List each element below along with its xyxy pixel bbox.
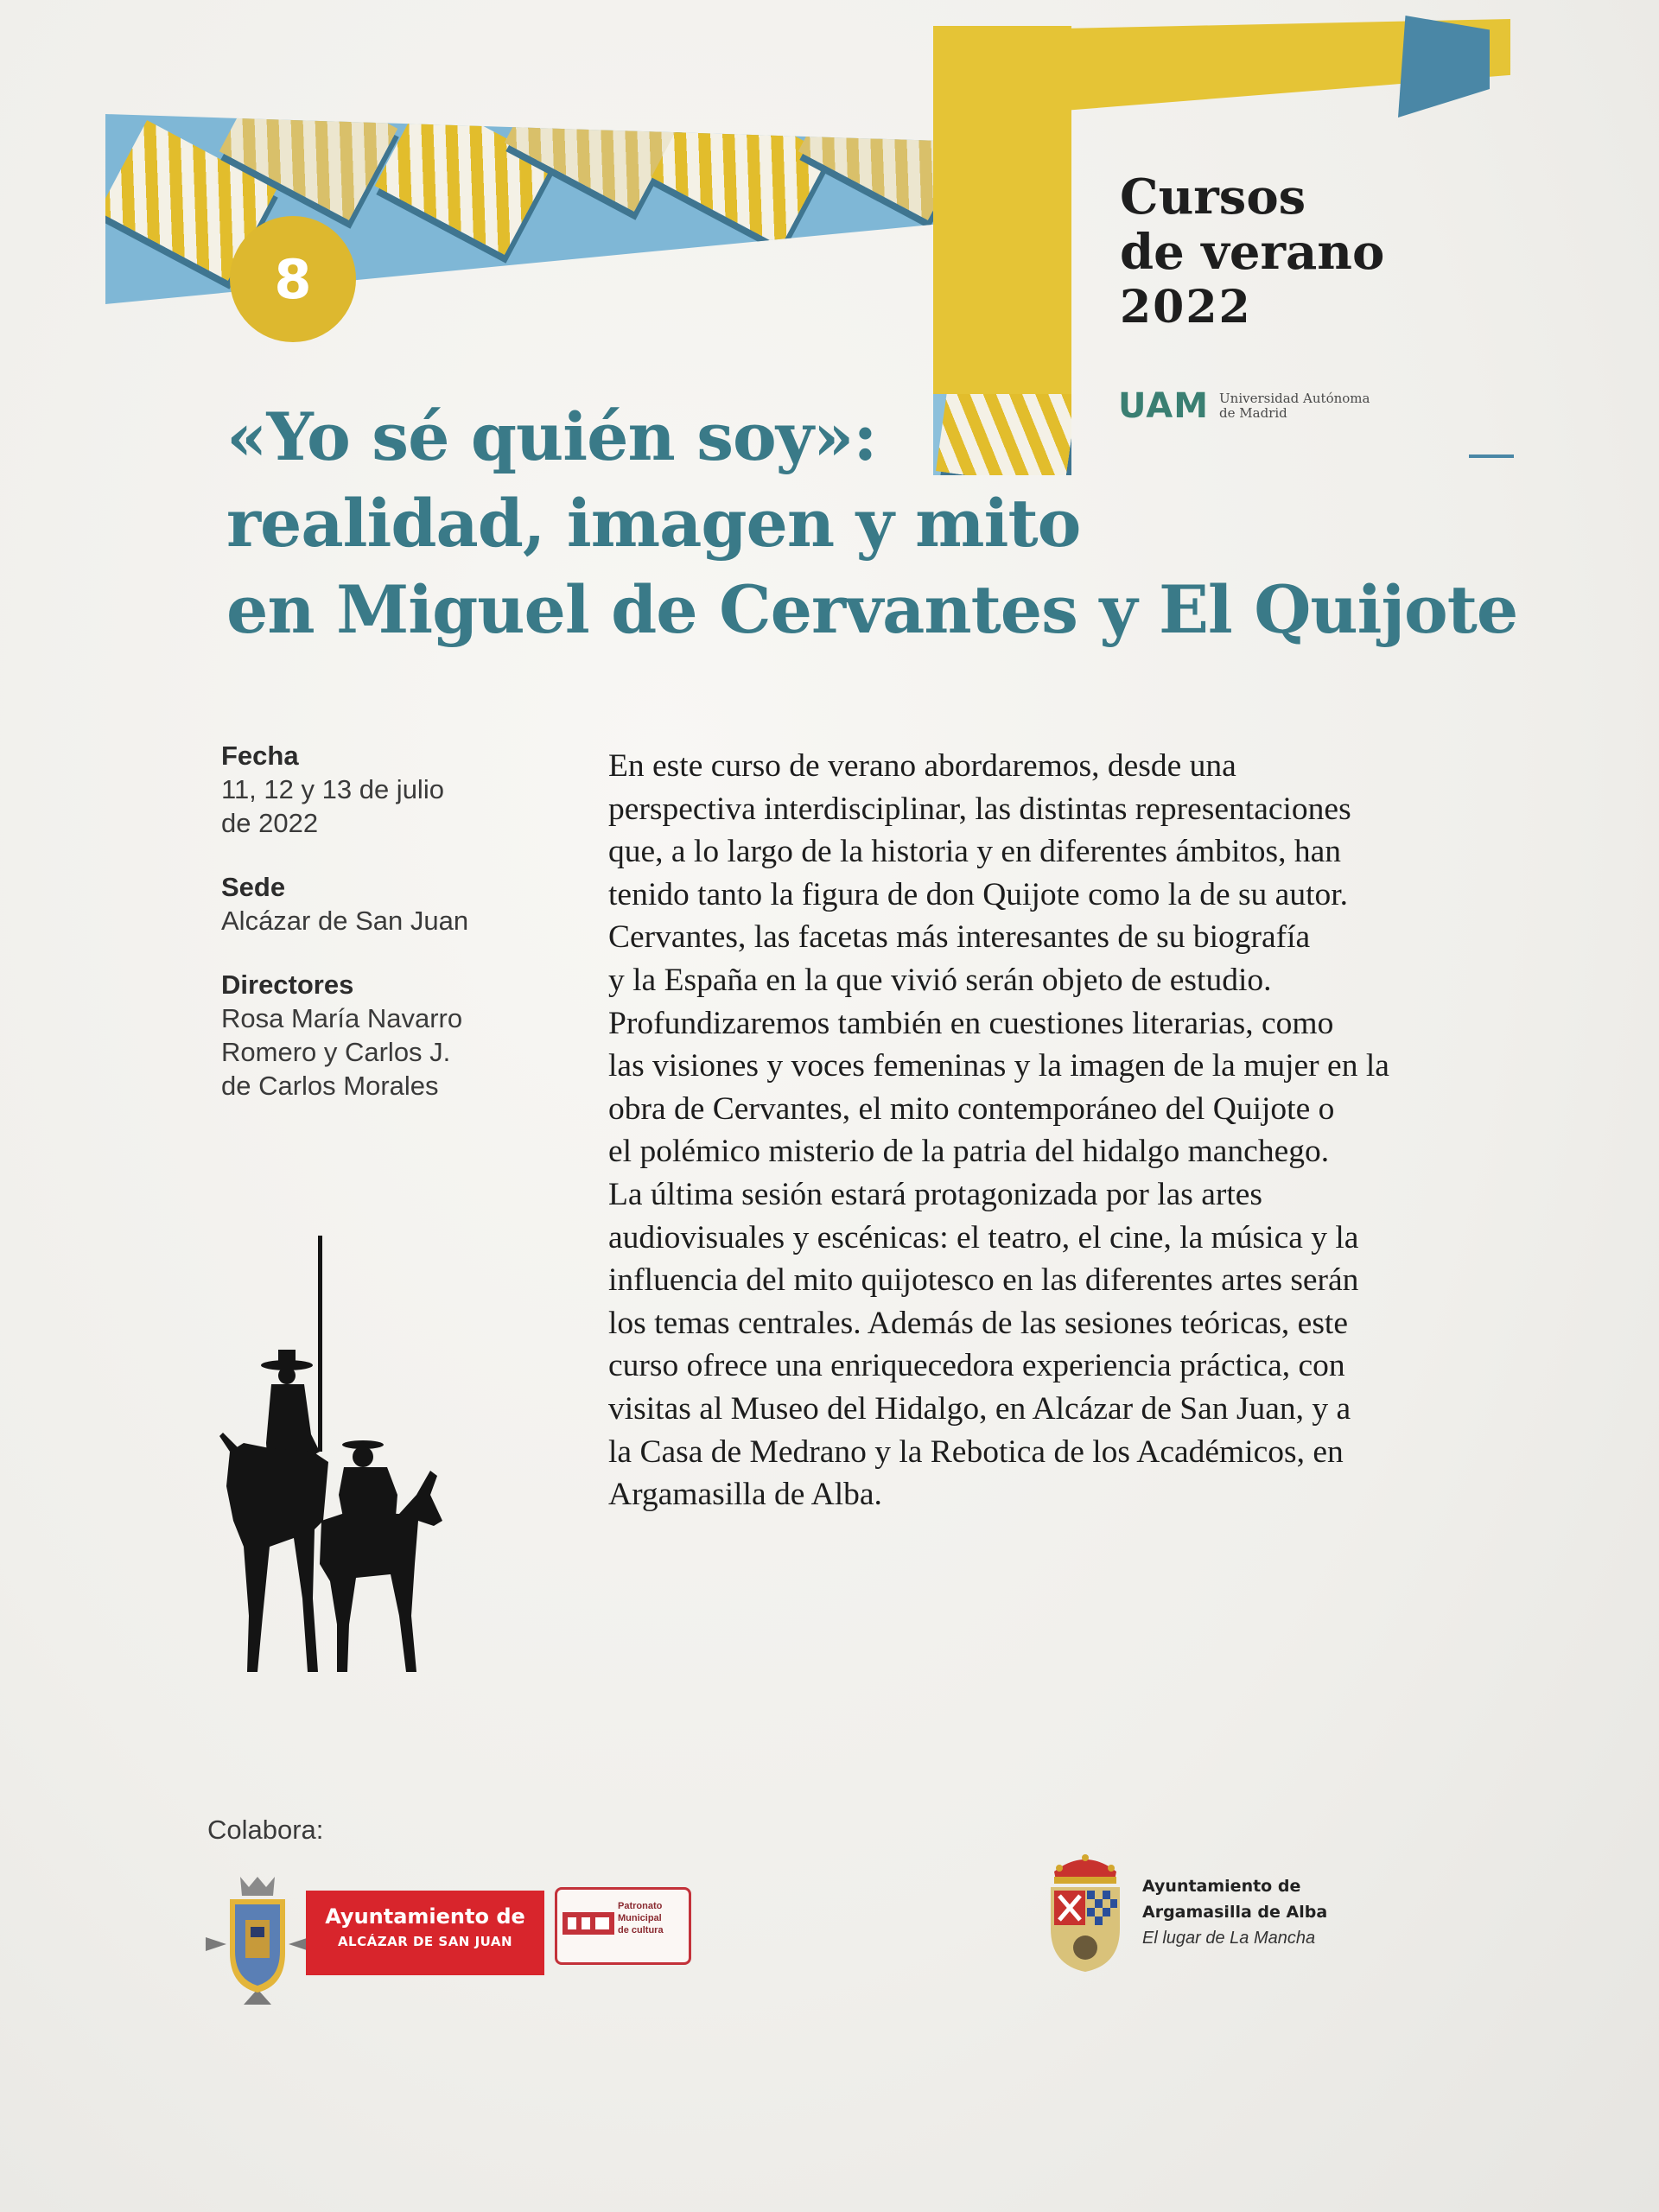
description-line: la Casa de Medrano y la Rebotica de los Académicos, en xyxy=(608,1433,1344,1470)
date-label: Fecha xyxy=(221,741,299,771)
title-line-2: realidad, imagen y mito xyxy=(226,485,1081,562)
argamasilla-tagline: El lugar de La Mancha xyxy=(1142,1929,1316,1948)
description-line: Profundizaremos también en cuestiones literarias, como xyxy=(608,1005,1334,1041)
description-line: curso ofrece una enriquecedora experiencia práctica, con xyxy=(608,1348,1345,1384)
alcazar-coat-of-arms-icon xyxy=(206,1875,309,2013)
date-value-2: de 2022 xyxy=(221,808,319,838)
date-value-1: 11, 12 y 13 de julio xyxy=(221,774,444,804)
uam-name-line-2: de Madrid xyxy=(1219,405,1287,421)
venue-value: Alcázar de San Juan xyxy=(221,906,469,936)
description-line: tenido tanto la figura de don Quijote como la de su autor. xyxy=(608,876,1349,912)
yellow-frame-left xyxy=(933,26,1071,397)
description-line: visitas al Museo del Hidalgo, en Alcázar de San Juan, y a xyxy=(608,1390,1351,1427)
description-line: En este curso de verano abordaremos, desde una xyxy=(608,748,1236,784)
description-line: las visiones y voces femeninas y la imagen de la mujer en la xyxy=(608,1048,1389,1084)
patronato-line-2: Municipal xyxy=(618,1913,662,1923)
collaborates-label: Colabora: xyxy=(207,1815,324,1845)
patronato-text xyxy=(618,1900,685,1936)
description-line: influencia del mito quijotesco en las diferentes artes serán xyxy=(608,1262,1359,1299)
directors-block xyxy=(221,969,550,1103)
alcazar-line-1: Ayuntamiento de xyxy=(325,1904,525,1929)
page-number-badge: 8 xyxy=(230,216,356,342)
description-line: que, a lo largo de la historia y en diferentes ámbitos, han xyxy=(608,834,1342,870)
course-info xyxy=(221,740,550,1134)
uam-mark: UAM xyxy=(1118,386,1210,426)
alcazar-logo xyxy=(206,1875,707,2013)
patronato-mark-icon xyxy=(563,1907,614,1942)
course-description xyxy=(608,745,1464,1516)
series-line-1: Cursos xyxy=(1120,168,1306,226)
uam-name-line-1: Universidad Autónoma xyxy=(1219,391,1370,406)
patronato-line-1: Patronato xyxy=(618,1901,663,1911)
description-line: y la España en la que vivió serán objeto de estudio. xyxy=(608,962,1272,998)
venue-block xyxy=(221,871,550,938)
alcazar-banner xyxy=(306,1891,544,1975)
directors-value-1: Rosa María Navarro xyxy=(221,1003,463,1033)
argamasilla-text xyxy=(1142,1873,1402,1951)
directors-value-3: de Carlos Morales xyxy=(221,1071,439,1101)
series-title xyxy=(1120,169,1465,335)
description-line: perspectiva interdisciplinar, las distintas representaciones xyxy=(608,791,1351,827)
argamasilla-logo xyxy=(1042,1846,1405,1984)
description-line: Cervantes, las facetas más interesantes de su biografía xyxy=(608,919,1311,956)
series-line-2: de verano xyxy=(1120,224,1385,281)
title-line-1: «Yo sé quién soy»: xyxy=(226,398,877,475)
date-block xyxy=(221,740,550,840)
alcazar-line-2: ALCÁZAR DE SAN JUAN xyxy=(337,1934,513,1949)
description-line: obra de Cervantes, el mito contemporáneo del Quijote o xyxy=(608,1090,1335,1127)
description-line: audiovisuales y escénicas: el teatro, el cine, la música y la xyxy=(608,1219,1359,1255)
title-line-3: en Miguel de Cervantes y El Quijote xyxy=(226,571,1518,648)
course-title xyxy=(226,394,1518,653)
quijote-sancho-silhouette-icon xyxy=(218,1236,442,1685)
blue-corner-tab xyxy=(1398,16,1490,118)
patronato-logo xyxy=(555,1887,691,1965)
directors-label: Directores xyxy=(221,969,354,1000)
description-line: Argamasilla de Alba. xyxy=(608,1477,882,1513)
decorative-dash xyxy=(1469,454,1514,458)
description-line: los temas centrales. Además de las sesiones teóricas, este xyxy=(608,1305,1348,1341)
argamasilla-line-2: Argamasilla de Alba xyxy=(1142,1903,1328,1922)
description-line: el polémico misterio de la patria del hidalgo manchego. xyxy=(608,1134,1330,1170)
argamasilla-coat-of-arms-icon xyxy=(1042,1846,1128,1975)
patronato-line-3: de cultura xyxy=(618,1925,664,1936)
venue-label: Sede xyxy=(221,872,286,902)
argamasilla-line-1: Ayuntamiento de xyxy=(1142,1877,1301,1896)
series-year: 2022 xyxy=(1120,281,1252,334)
directors-value-2: Romero y Carlos J. xyxy=(221,1037,451,1067)
description-line: La última sesión estará protagonizada por las artes xyxy=(608,1176,1263,1212)
